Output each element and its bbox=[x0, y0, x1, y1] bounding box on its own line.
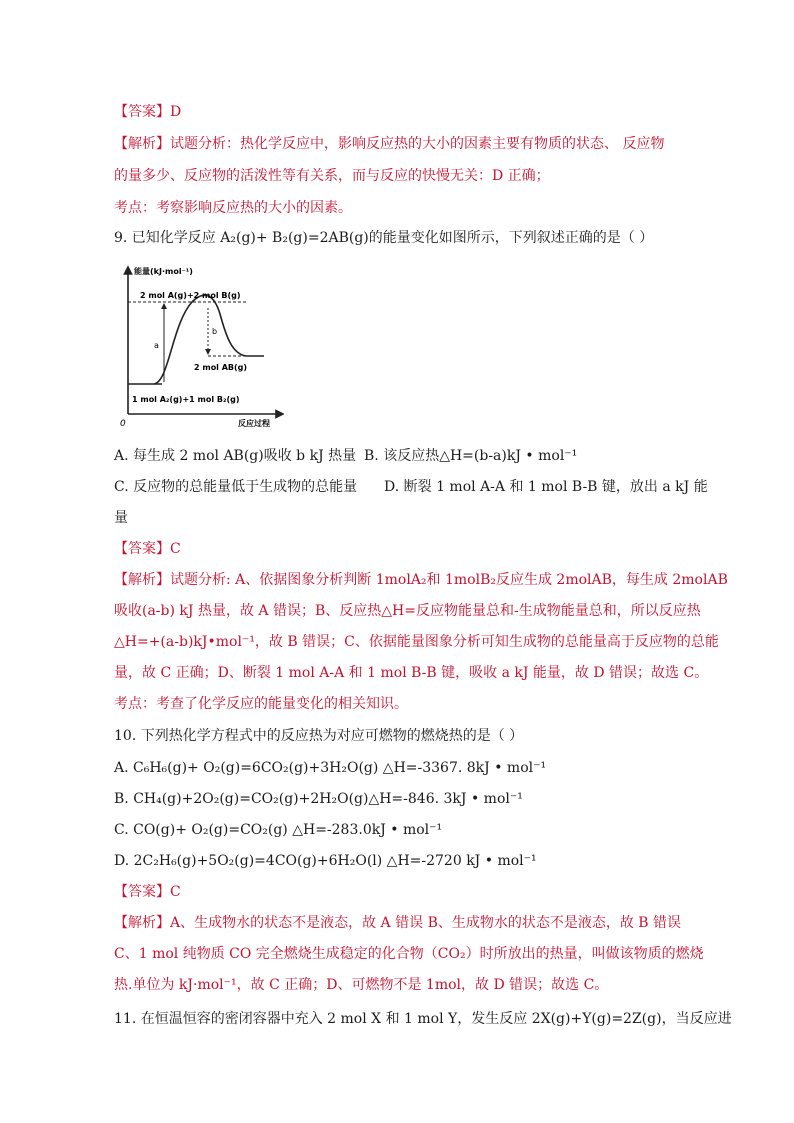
y-axis-label: 能量(kJ·mol⁻¹) bbox=[134, 267, 193, 276]
analysis-label: 【解析】 bbox=[114, 915, 170, 931]
energy-diagram bbox=[114, 264, 284, 430]
q8-analysis-line-2: 的量多少、反应物的活泼性等有关系，而与反应的快慢无关：D 正确； bbox=[114, 168, 550, 184]
reactant-level-label: 1 mol A₂(g)+1 mol B₂(g) bbox=[132, 395, 240, 404]
answer-label: 【答案】 bbox=[114, 104, 170, 120]
q10-option-b: B. CH₄(g)+2O₂(g)=CO₂(g)+2H₂O(g)△H=-846. 3kJ • mol⁻¹ bbox=[114, 791, 523, 807]
q9-option-a: A. 每生成 2 mol AB(g)吸收 b kJ 热量 bbox=[114, 448, 357, 464]
analysis-label: 【解析】 bbox=[114, 136, 170, 152]
energy-diagram-svg bbox=[114, 264, 284, 430]
q9-answer-line bbox=[114, 539, 181, 559]
q9-analysis-line-4: 量，故 C 正确；D、断裂 1 mol A-A 和 1 mol B-B 键，吸收 a kJ 能量，故 D 错误；故选 C。 bbox=[114, 665, 709, 681]
q8-point: 考点：考察影响反应热的大小的因素。 bbox=[114, 200, 352, 216]
q9-point: 考点：考查了化学反应的能量变化的相关知识。 bbox=[114, 696, 408, 712]
answer-value: C bbox=[170, 541, 181, 557]
q9-analysis-line-2: 吸收(a-b) kJ 热量，故 A 错误；B、反应热△H=反应物能量总和-生成物能量总和，所以反应热 bbox=[114, 603, 701, 619]
top-level-label: 2 mol A(g)+2 mol B(g) bbox=[140, 291, 241, 300]
answer-label: 【答案】 bbox=[114, 541, 170, 557]
answer-value: D bbox=[170, 104, 182, 120]
q10-answer-line bbox=[114, 882, 181, 902]
q10-option-c: C. CO(g)+ O₂(g)=CO₂(g) △H=-283.0kJ • mol⁻¹ bbox=[114, 822, 443, 838]
answer-label: 【答案】 bbox=[114, 884, 170, 900]
q9-option-d-cont: 量 bbox=[114, 510, 128, 526]
analysis-label: 【解析】 bbox=[114, 572, 170, 588]
a-label: a bbox=[154, 341, 159, 350]
q9-analysis-line-3: △H=+(a-b)kJ•mol⁻¹，故 B 错误；C、依据能量图象分析可知生成物的总能量高于反应物的总能 bbox=[114, 634, 719, 650]
q10-analysis-line-3: 热.单位为 kJ·mol⁻¹，故 C 正确；D、可燃物不是 1mol，故 D 错误；故选 C。 bbox=[114, 977, 609, 993]
q9-stem: 9. 已知化学反应 A₂(g)+ B₂(g)=2AB(g)的能量变化如图所示，下列叙述正确的是（ ） bbox=[114, 230, 654, 246]
q9-analysis-line-1: 【解析】试题分析: A、依据图象分析判断 1molA₂和 1molB₂反应生成 2molAB，每生成 2molAB bbox=[114, 572, 728, 588]
answer-value: C bbox=[170, 884, 181, 900]
q8-analysis-line-1: 【解析】试题分析：热化学反应中，影响反应热的大小的因素主要有物质的状态、 反应物 bbox=[114, 136, 665, 152]
q10-option-a: A. C₆H₆(g)+ O₂(g)=6CO₂(g)+3H₂O(g) △H=-3367. 8kJ • mol⁻¹ bbox=[114, 760, 547, 776]
q8-answer-line bbox=[114, 102, 181, 122]
q9-option-b: B. 该反应热△H=(b-a)kJ • mol⁻¹ bbox=[364, 448, 578, 464]
q10-option-d: D. 2C₂H₆(g)+5O₂(g)=4CO(g)+6H₂O(l) △H=-2720 kJ • mol⁻¹ bbox=[114, 853, 537, 869]
q9-options-ab bbox=[114, 446, 577, 466]
product-level-label: 2 mol AB(g) bbox=[194, 363, 248, 372]
b-label: b bbox=[212, 327, 218, 336]
q9-option-d: D. 断裂 1 mol A-A 和 1 mol B-B 键，放出 a kJ 能 bbox=[384, 479, 708, 495]
origin-label: 0 bbox=[120, 419, 126, 429]
q10-analysis-line-2: C、1 mol 纯物质 CO 完全燃烧生成稳定的化合物（CO₂）时所放出的热量，叫做该物质的燃烧 bbox=[114, 946, 704, 962]
q9-options-cd bbox=[114, 477, 708, 497]
q10-stem: 10. 下列热化学方程式中的反应热为对应可燃物的燃烧热的是（ ） bbox=[114, 728, 524, 744]
q11-stem: 11. 在恒温恒容的密闭容器中充入 2 mol X 和 1 mol Y，发生反应 2X(g)+Y(g)=2Z(g)，当反应进 bbox=[114, 1011, 732, 1027]
x-axis-label: 反应过程 bbox=[238, 419, 270, 428]
q10-analysis-line-1: 【解析】A、生成物水的状态不是液态，故 A 错误 B、生成物水的状态不是液态，故 B 错误 bbox=[114, 915, 682, 931]
q9-option-c: C. 反应物的总能量低于生成物的总能量 bbox=[114, 479, 358, 495]
